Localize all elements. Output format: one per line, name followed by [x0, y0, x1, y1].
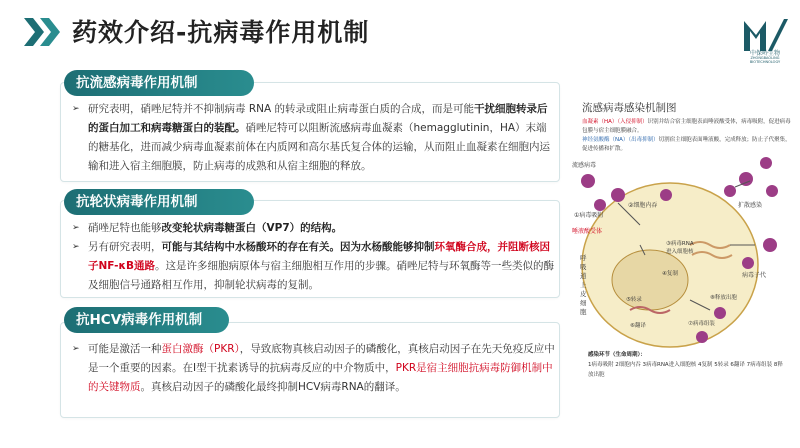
svg-text:②细胞内吞: ②细胞内吞 [628, 202, 658, 209]
diagram-note: 感染环节（生命周期）： 1病毒吸附 2细胞内吞 3病毒RNA进入细胞核 4复制 5转录 6翻译 7病毒组装 8释放出胞 [588, 352, 783, 378]
svg-text:①病毒吸附: ①病毒吸附 [574, 212, 604, 219]
chevron-right-icon [40, 18, 60, 46]
svg-text:胞: 胞 [580, 308, 587, 316]
virus-particle [766, 185, 778, 197]
virus-particle [660, 189, 672, 201]
svg-text:③病毒RNA: ③病毒RNA [666, 241, 694, 247]
virus-particle [763, 238, 777, 252]
svg-text:道: 道 [580, 272, 587, 280]
arrow-bullet-icon: ➢ [72, 223, 80, 233]
bullet-influenza: ➢ 研究表明，硝唑尼特并不抑制病毒 RNA 的转录或阻止病毒蛋白质的合成，而是可能干扰细胞转录后的蛋白加工和病毒糖蛋白的装配。硝唑尼特可以阻断流感病毒血凝素（hemagglutinin，HA）末端的糖基化，进而减少病毒血凝素前体在内质网和高尔基氏复合体的运输，从而阻止血凝素在细胞内运输和进入宿主细胞膜，防止病毒的成熟和从宿主细胞的释放。 [72, 100, 556, 176]
svg-text:④复制: ④复制 [662, 271, 678, 277]
virus-particle [611, 188, 625, 202]
svg-text:细: 细 [580, 299, 587, 307]
arrow-bullet-icon: ➢ [72, 344, 80, 354]
title-bar [0, 0, 800, 64]
svg-text:⑥翻译: ⑥翻译 [630, 323, 646, 329]
virus-particle [742, 257, 754, 269]
cell-nucleus [612, 250, 688, 310]
virus-particle [594, 199, 606, 211]
virus-particle [581, 174, 595, 188]
virus-particle [739, 172, 753, 186]
svg-text:唾液酸受体: 唾液酸受体 [572, 228, 603, 235]
svg-text:扩散感染: 扩散感染 [738, 202, 763, 209]
svg-text:皮: 皮 [580, 290, 587, 298]
section-heading-hcv: 抗HCV病毒作用机制 [64, 307, 229, 333]
diagram-title: 流感病毒感染机制图 [582, 102, 677, 114]
bullet-hcv: ➢ 可能是激活一种蛋白激酶（PKR），导致底物真核启动因子的磷酸化，真核启动因子在先天免疫反应中是一个重要的因素。在I型干扰素诱导的抗病毒反应的中介物质中，PKR是宿主细胞抗病毒防御机制中的关键物质。真核启动因子的磷酸化最终抑制HCV病毒RNA的翻译。 [72, 340, 556, 397]
svg-text:流感病毒: 流感病毒 [572, 162, 597, 169]
virus-particle [760, 157, 772, 169]
logo-subtitle: ZHONGBAOLING BIOTECHNOLOGY [749, 56, 781, 64]
virus-particle [714, 307, 726, 319]
svg-text:⑦病毒组装: ⑦病毒组装 [688, 321, 715, 327]
section-heading-influenza: 抗流感病毒作用机制 [64, 70, 254, 96]
diagram-legend: 血凝素（HA）（入侵抑制）识别并结合宿主细胞表面唾液酸受体，病毒吸附，促进病毒包膜与宿主细胞膜融合。 神经氨酸酶（NA）（出毒抑制）切割宿主细胞表面唾液酸，完成释放；防止子代聚集，促进传播和扩散。 [582, 119, 791, 152]
svg-text:⑤转录: ⑤转录 [626, 297, 642, 303]
section-heading-rotavirus: 抗轮状病毒作用机制 [64, 189, 254, 215]
virus-particle [724, 185, 736, 197]
svg-text:⑧释放出胞: ⑧释放出胞 [710, 295, 737, 301]
page-title: 药效介绍-抗病毒作用机制 [72, 18, 370, 47]
svg-text:呼: 呼 [580, 254, 587, 262]
svg-text:病毒子代: 病毒子代 [742, 272, 767, 279]
arrow-bullet-icon: ➢ [72, 242, 80, 252]
bullet-rotavirus-1: ➢ 硝唑尼特也能够改变轮状病毒糖蛋白（VP7）的结构。 [72, 219, 556, 238]
bullet-rotavirus-2: ➢ 另有研究表明，可能与其结构中水杨酸环的存在有关。因为水杨酸能够抑制环氧酶合成，并阻断核因子NF-κB通路。这是许多细胞病原体与宿主细胞相互作用的步骤。硝唑尼特与环氧酶等一些类似的酶及细胞信号通路相互作用，抑制轮状病毒的复制。 [72, 238, 556, 295]
logo-name: 中保岭生物 [749, 50, 780, 57]
virus-particle [696, 331, 708, 343]
arrow-bullet-icon: ➢ [72, 104, 80, 114]
svg-text:吸: 吸 [580, 263, 587, 271]
svg-text:上: 上 [580, 281, 587, 289]
svg-text:进入细胞核: 进入细胞核 [666, 249, 694, 255]
